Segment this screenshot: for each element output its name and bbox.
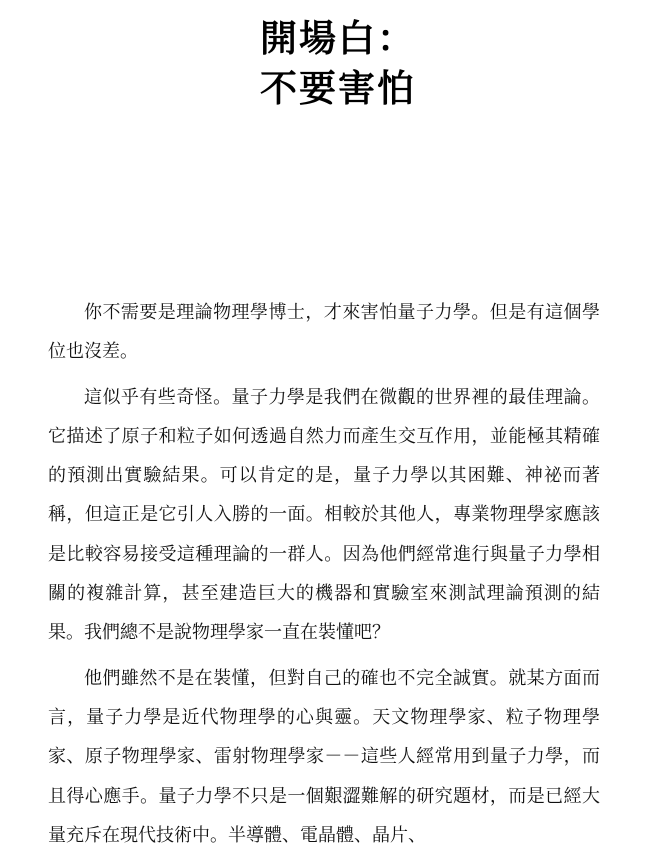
- paragraph: 這似乎有些奇怪。量子力學是我們在微觀的世界裡的最佳理論。它描述了原子和粒子如何透過自然力而產生交互作用，並能極其精確的預測出實驗結果。可以肯定的是，量子力學以其困難、神祕而著稱，但這正是它引人入勝的一面。相較於其他人，專業物理學家應該是比較容易接受這種理論的一群人。因為他們經常進行與量子力學相關的複雜計算，甚至建造巨大的機器和實驗室來測試理論預測的結果。我們總不是說物理學家一直在裝懂吧？: [48, 386, 600, 644]
- chapter-title-line-1: 開場白：: [260, 17, 416, 60]
- chapter-title-line-2: 不要害怕: [260, 67, 416, 110]
- chapter-title: [0, 14, 654, 114]
- paragraph: 你不需要是理論物理學博士，才來害怕量子力學。但是有這個學位也沒差。: [48, 302, 600, 363]
- body-text: [48, 293, 600, 861]
- paragraph: 他們雖然不是在裝懂，但對自己的確也不完全誠實。就某方面而言，量子力學是近代物理學的心與靈。天文物理學家、粒子物理學家、原子物理學家、雷射物理學家－－這些人經常用到量子力學，而且得心應手。量子力學不只是一個艱澀難解的研究題材，而是已經大量充斥在現代技術中。半導體、電晶體、晶片、: [48, 667, 600, 846]
